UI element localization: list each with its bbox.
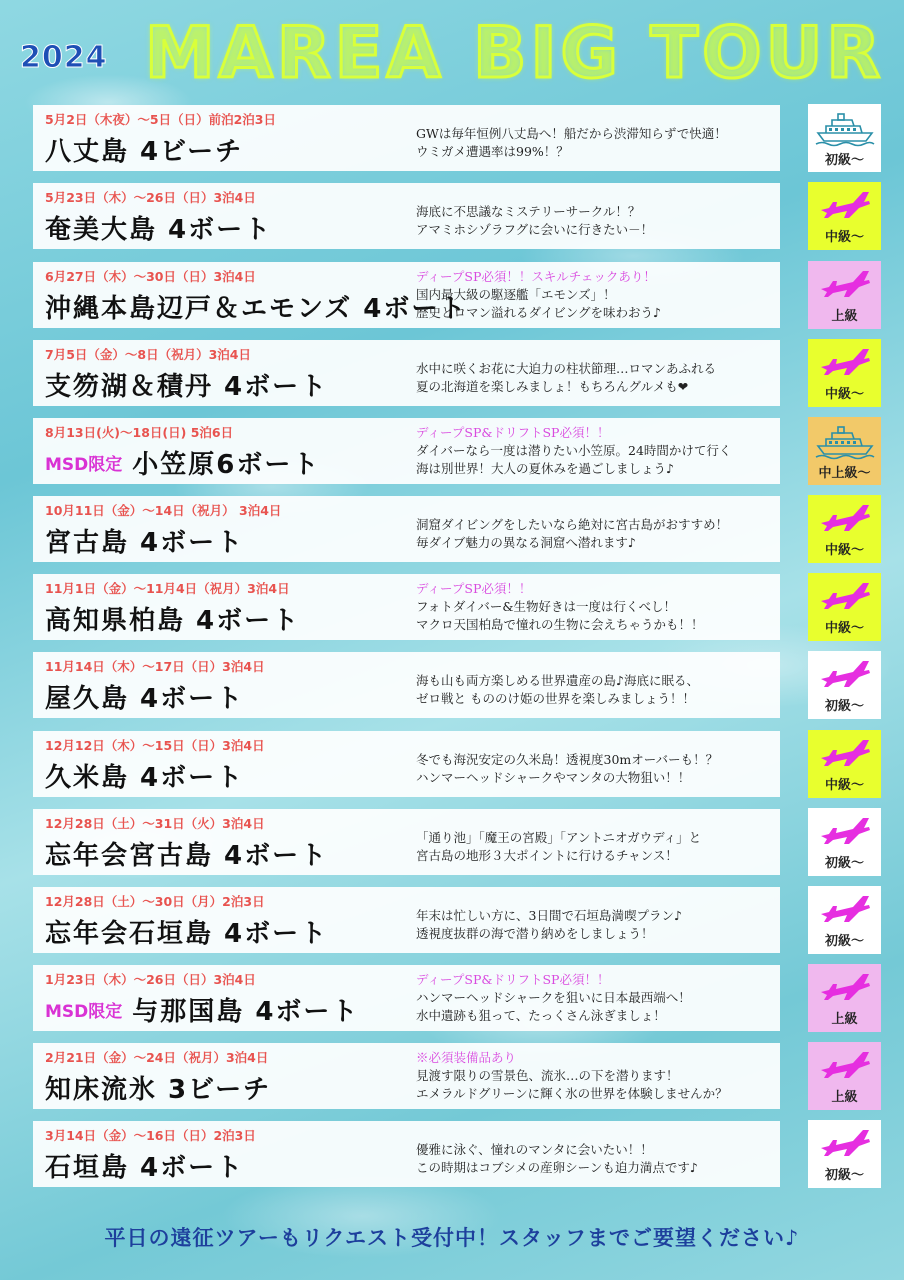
airplane-icon bbox=[819, 579, 871, 615]
tour-description-line: 宮古島の地形３大ポイントに行けるチャンス！ bbox=[416, 848, 678, 863]
tour-destination-line bbox=[45, 522, 244, 559]
tour-description-line: 毎ダイブ魅力の異なる洞窟へ潜れます♪ bbox=[416, 535, 636, 550]
level-label: 上級 bbox=[831, 1011, 858, 1027]
tour-description bbox=[416, 424, 776, 478]
level-badge bbox=[808, 261, 881, 329]
airplane-icon bbox=[819, 1126, 871, 1162]
tour-date: 11月1日（金）～11月4日（祝月）3泊4日 bbox=[45, 581, 290, 596]
level-badge bbox=[808, 182, 881, 250]
level-label: 中級～ bbox=[824, 386, 864, 402]
tour-description-line: 海も山も両方楽しめる世界遺産の島♪海底に眠る、 bbox=[416, 673, 699, 688]
msd-limited-label: MSD限定 bbox=[45, 1002, 123, 1022]
tour-destination: 与那国島 4ボート bbox=[132, 997, 360, 1027]
level-label: 初級～ bbox=[824, 698, 864, 714]
level-label: 初級～ bbox=[824, 855, 864, 871]
tour-description bbox=[416, 125, 776, 161]
tour-requirement-note: ディープSP必須！！ bbox=[416, 581, 532, 596]
tour-destination: 屋久島 4ボート bbox=[45, 684, 245, 714]
tour-row bbox=[33, 418, 780, 484]
ship-icon bbox=[814, 109, 876, 147]
tour-date: 12月28日（土）～30日（月）2泊3日 bbox=[45, 894, 265, 909]
tour-destination: 八丈島 4ビーチ bbox=[45, 137, 244, 167]
tour-destination: 久米島 4ボート bbox=[45, 763, 245, 793]
tour-description-line: 水中に咲くお花に大迫力の柱状節理…ロマンあふれる bbox=[416, 361, 717, 376]
level-badge bbox=[808, 651, 881, 719]
level-label: 初級～ bbox=[824, 1167, 864, 1183]
tour-destination-line bbox=[45, 288, 467, 325]
tour-description-line: 見渡す限りの雪景色、流氷…の下を潜ります！ bbox=[416, 1068, 679, 1083]
tour-destination: 小笠原6ボート bbox=[132, 450, 321, 480]
tour-description bbox=[416, 1049, 776, 1103]
tour-description-line: 歴史とロマン溢れるダイビングを味わおう♪ bbox=[416, 305, 661, 320]
airplane-icon bbox=[819, 345, 871, 381]
tour-destination-line bbox=[45, 209, 272, 246]
level-badge bbox=[808, 495, 881, 563]
tour-row bbox=[33, 183, 780, 249]
tour-destination: 忘年会宮古島 4ボート bbox=[45, 841, 329, 871]
tour-description bbox=[416, 580, 776, 634]
tour-row bbox=[33, 262, 780, 328]
page-title: MAREA BIG TOUR bbox=[145, 12, 885, 94]
tour-description-line: ハンマーヘッドシャークを狙いに日本最西端へ！ bbox=[416, 990, 691, 1005]
tour-description-line: 優雅に泳ぐ、憧れのマンタに会いたい！！ bbox=[416, 1142, 653, 1157]
level-label: 上級 bbox=[831, 1089, 858, 1105]
airplane-icon bbox=[819, 892, 871, 928]
tour-date: 1月23日（木）～26日（日）3泊4日 bbox=[45, 972, 256, 987]
tour-destination-line bbox=[45, 131, 243, 168]
level-badge bbox=[808, 417, 881, 485]
level-badge bbox=[808, 104, 881, 172]
level-badge bbox=[808, 730, 881, 798]
tour-description-line: 洞窟ダイビングをしたいなら絶対に宮古島がおすすめ！ bbox=[416, 517, 729, 532]
tour-description-line: 夏の北海道を楽しみましょ！もちろんグルメも❤ bbox=[416, 379, 689, 394]
tour-destination: 沖縄本島辺戸＆エモンズ 4ボート bbox=[45, 294, 468, 324]
level-label: 初級～ bbox=[824, 152, 864, 168]
tour-description-line: ウミガメ遭遇率は99%！？ bbox=[416, 144, 569, 159]
tour-destination: 支笏湖＆積丹 4ボート bbox=[45, 372, 329, 402]
tour-description-line: 海は別世界！大人の夏休みを過ごしましょう♪ bbox=[416, 461, 674, 476]
tour-row bbox=[33, 1121, 780, 1187]
tour-description bbox=[416, 1141, 776, 1177]
tour-destination-line bbox=[45, 1069, 271, 1106]
tour-destination-line bbox=[45, 835, 328, 872]
tour-destination-line bbox=[45, 913, 328, 950]
tour-date: 8月13日(火)～18日(日) 5泊6日 bbox=[45, 425, 234, 440]
level-label: 上級 bbox=[831, 308, 858, 324]
tour-description-line: 水中遺跡も狙って、たっくさん泳ぎましょ！ bbox=[416, 1008, 666, 1023]
level-badge bbox=[808, 339, 881, 407]
airplane-icon bbox=[819, 267, 871, 303]
tour-description bbox=[416, 203, 776, 239]
airplane-icon bbox=[819, 736, 871, 772]
tour-description-line: アマミホシゾラフグに会いに行きたい－！ bbox=[416, 222, 654, 237]
level-badge bbox=[808, 808, 881, 876]
tour-destination-line bbox=[45, 444, 320, 481]
airplane-icon bbox=[819, 188, 871, 224]
level-label: 中級～ bbox=[824, 542, 864, 558]
level-label: 中級～ bbox=[824, 229, 864, 245]
tour-requirement-note: ※必須装備品あり bbox=[416, 1050, 517, 1065]
tour-destination: 高知県柏島 4ボート bbox=[45, 606, 301, 636]
tour-description bbox=[416, 907, 776, 943]
tour-requirement-note: ディープSP&ドリフトSP必須！！ bbox=[416, 425, 610, 440]
level-label: 中級～ bbox=[824, 620, 864, 636]
tour-date: 7月5日（金）～8日（祝月）3泊4日 bbox=[45, 347, 251, 362]
level-badge bbox=[808, 1120, 881, 1188]
tour-date: 12月12日（木）～15日（日）3泊4日 bbox=[45, 738, 265, 753]
tour-row bbox=[33, 965, 780, 1031]
tour-row bbox=[33, 496, 780, 562]
tour-row bbox=[33, 731, 780, 797]
tour-date: 2月21日（金）～24日（祝月）3泊4日 bbox=[45, 1050, 269, 1065]
tour-requirement-note: ディープSP必須！！スキルチェックあり！ bbox=[416, 269, 656, 284]
tour-date: 12月28日（土）～31日（火）3泊4日 bbox=[45, 816, 265, 831]
tour-destination: 知床流氷 3ビーチ bbox=[45, 1075, 272, 1105]
level-badge bbox=[808, 964, 881, 1032]
tour-description bbox=[416, 360, 776, 396]
tour-description bbox=[416, 829, 776, 865]
tour-description bbox=[416, 516, 776, 552]
tour-description-line: この時期はコブシメの産卵シーンも迫力満点です♪ bbox=[416, 1160, 698, 1175]
tour-row bbox=[33, 574, 780, 640]
tour-description bbox=[416, 268, 776, 322]
tour-description bbox=[416, 751, 776, 787]
tour-destination-line bbox=[45, 757, 244, 794]
tour-date: 6月27日（木）～30日（日）3泊4日 bbox=[45, 269, 256, 284]
tour-destination-line bbox=[45, 1147, 244, 1184]
level-label: 初級～ bbox=[824, 933, 864, 949]
tour-destination: 宮古島 4ボート bbox=[45, 528, 245, 558]
footer-message: 平日の遠征ツアーもリクエスト受付中！スタッフまでご要望ください♪ bbox=[104, 1226, 800, 1250]
tour-row bbox=[33, 887, 780, 953]
tour-destination-line bbox=[45, 991, 359, 1028]
ship-icon bbox=[814, 422, 876, 460]
tour-description-line: エメラルドグリーンに輝く氷の世界を体験しませんか？ bbox=[416, 1086, 728, 1101]
tour-description-line: マクロ天国柏島で憧れの生物に会えちゃうかも！！ bbox=[416, 617, 704, 632]
level-badge bbox=[808, 1042, 881, 1110]
tour-description-line: 冬でも海況安定の久米島！透視度30mオーバーも！？ bbox=[416, 752, 719, 767]
tour-row bbox=[33, 652, 780, 718]
airplane-icon bbox=[819, 1048, 871, 1084]
tour-destination-line bbox=[45, 366, 328, 403]
level-label: 中級～ bbox=[824, 777, 864, 793]
tour-date: 10月11日（金）～14日（祝月） 3泊4日 bbox=[45, 503, 282, 518]
tour-description-line: 年末は忙しい方に、3日間で石垣島満喫プラン♪ bbox=[416, 908, 682, 923]
tour-destination-line bbox=[45, 678, 244, 715]
tour-description bbox=[416, 672, 776, 708]
tour-description bbox=[416, 971, 776, 1025]
tour-description-line: 「通り池」「魔王の宮殿」「アントニオガウディ」と bbox=[416, 830, 702, 845]
tour-date: 5月2日（木夜）～5日（日）前泊2泊3日 bbox=[45, 112, 276, 127]
airplane-icon bbox=[819, 657, 871, 693]
tour-destination: 奄美大島 4ボート bbox=[45, 215, 273, 245]
tour-description-line: ダイバーなら一度は潜りたい小笠原。24時間かけて行く bbox=[416, 443, 732, 458]
airplane-icon bbox=[819, 970, 871, 1006]
tour-date: 11月14日（木）～17日（日）3泊4日 bbox=[45, 659, 265, 674]
tour-date: 5月23日（木）～26日（日）3泊4日 bbox=[45, 190, 256, 205]
tour-row bbox=[33, 340, 780, 406]
tour-requirement-note: ディープSP&ドリフトSP必須！！ bbox=[416, 972, 610, 987]
tour-destination: 石垣島 4ボート bbox=[45, 1153, 245, 1183]
tour-row bbox=[33, 809, 780, 875]
tour-destination: 忘年会石垣島 4ボート bbox=[45, 919, 329, 949]
tour-description-line: 透視度抜群の海で潜り納めをしましょう！ bbox=[416, 926, 654, 941]
tour-row bbox=[33, 105, 780, 171]
tour-description-line: 国内最大級の駆逐艦「エモンズ」！ bbox=[416, 287, 616, 302]
airplane-icon bbox=[819, 814, 871, 850]
level-badge bbox=[808, 886, 881, 954]
level-label: 中上級～ bbox=[818, 465, 871, 481]
tour-destination-line bbox=[45, 600, 300, 637]
header bbox=[0, 0, 904, 100]
tour-description-line: ハンマーヘッドシャークやマンタの大物狙い！！ bbox=[416, 770, 691, 785]
level-badge bbox=[808, 573, 881, 641]
year-label: 2024 bbox=[20, 40, 108, 75]
airplane-icon bbox=[819, 501, 871, 537]
tour-description-line: GWは毎年恒例八丈島へ！船だから渋滞知らずで快適！ bbox=[416, 126, 727, 141]
tour-description-line: 海底に不思議なミステリーサークル！？ bbox=[416, 204, 641, 219]
tour-date: 3月14日（金）～16日（日）2泊3日 bbox=[45, 1128, 256, 1143]
msd-limited-label: MSD限定 bbox=[45, 455, 123, 475]
tour-row bbox=[33, 1043, 780, 1109]
tour-description-line: フォトダイバー&生物好きは一度は行くべし！ bbox=[416, 599, 677, 614]
tour-description-line: ゼロ戦と もののけ姫の世界を楽しみましょう！！ bbox=[416, 691, 695, 706]
